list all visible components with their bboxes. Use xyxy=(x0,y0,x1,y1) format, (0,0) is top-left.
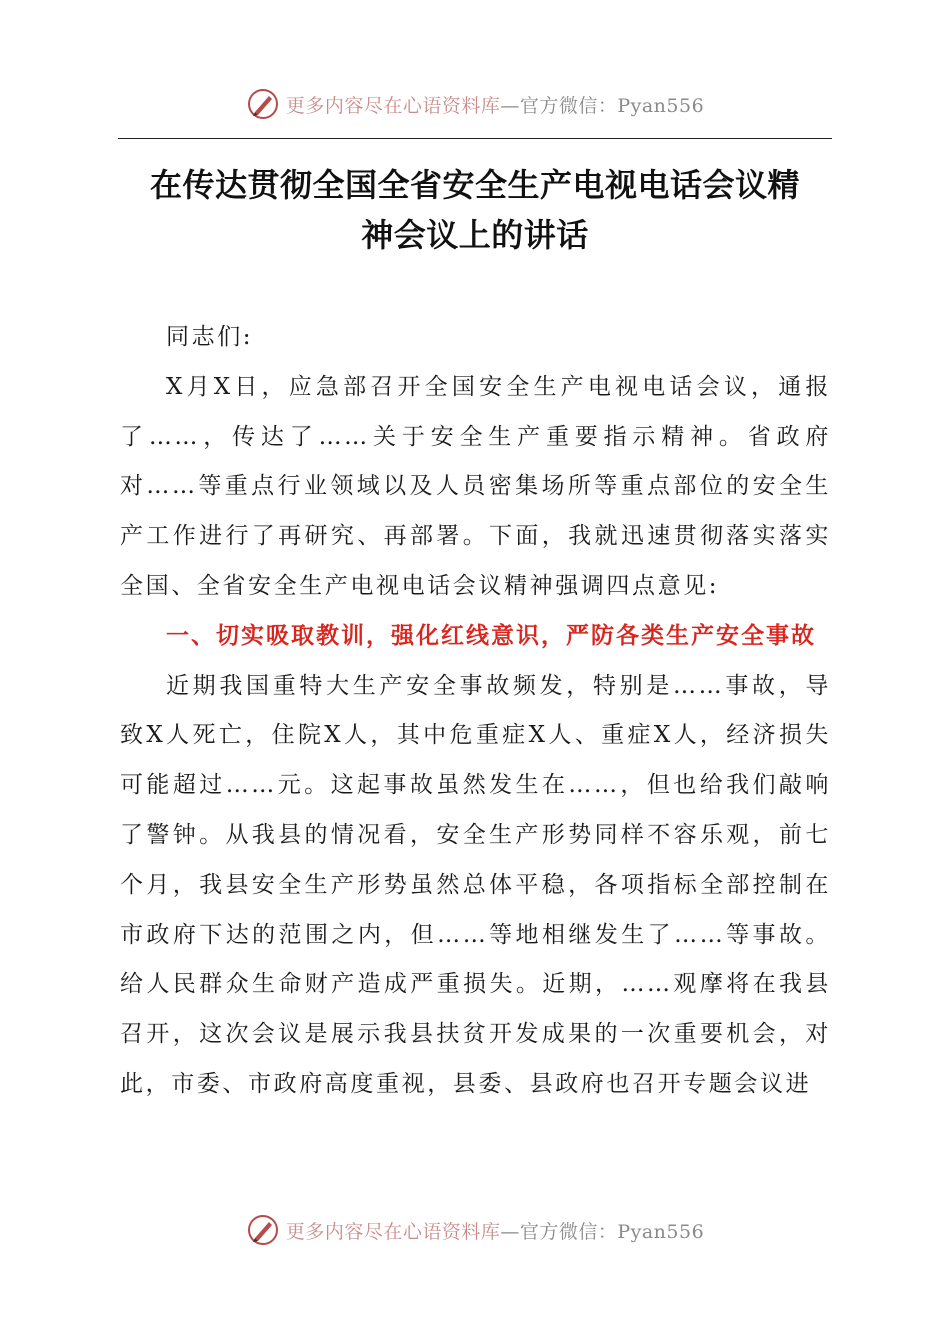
watermark-separator: — xyxy=(500,94,520,117)
pen-logo-icon xyxy=(246,1213,280,1247)
document-title xyxy=(110,160,840,260)
paragraph-intro: X月X日，应急部召开全国安全生产电视电话会议，通报了……，传达了……关于安全生产重要指示精神。省政府对……等重点行业领域以及人员密集场所等重点部位的安全生产工作进行了再研究、再部署。下面，我就迅速贯彻落实落实全国、全省安全生产电视电话会议精神强调四点意见: xyxy=(120,373,831,599)
watermark-text xyxy=(286,91,704,118)
salutation: 同志们: xyxy=(166,324,254,350)
section-heading-1: 一、切实吸取教训，强化红线意识，严防各类生产安全事故 xyxy=(166,622,816,649)
title-line-1: 在传达贯彻全国全省安全生产电视电话会议精 xyxy=(149,166,800,204)
paragraph-section-1: 近期我国重特大生产安全事故频发，特别是……事故，导致X人死亡，住院X人，其中危重症X人、重症X人，经济损失可能超过……元。这起事故虽然发生在……，但也给我们敲响了警钟。从我县的情况看，安全生产形势同样不容乐观，前七个月，我县安全生产形势虽然总体平稳，各项指标全部控制在市政府下达的范围之内，但……等地相继发生了……等事故。给人民群众生命财产造成严重损失。近期，……观摩将在我县召开，这次会议是展示我县扶贫开发成果的一次重要机会，对此，市委、市政府高度重视，县委、县政府也召开专题会议进 xyxy=(120,672,831,1097)
watermark-wechat: 官方微信：Pyan556 xyxy=(519,94,705,117)
watermark-footer xyxy=(0,1210,950,1250)
title-line-2: 神会议上的讲话 xyxy=(361,216,589,254)
watermark-text xyxy=(286,1217,704,1244)
watermark-brand: 更多内容尽在心语资料库 xyxy=(285,94,501,117)
watermark-separator: — xyxy=(500,1220,520,1243)
watermark-wechat: 官方微信：Pyan556 xyxy=(519,1220,705,1243)
watermark-brand: 更多内容尽在心语资料库 xyxy=(285,1220,501,1243)
header-rule xyxy=(118,138,832,139)
document-body xyxy=(120,313,831,1110)
watermark-header xyxy=(0,84,950,124)
pen-logo-icon xyxy=(246,87,280,121)
